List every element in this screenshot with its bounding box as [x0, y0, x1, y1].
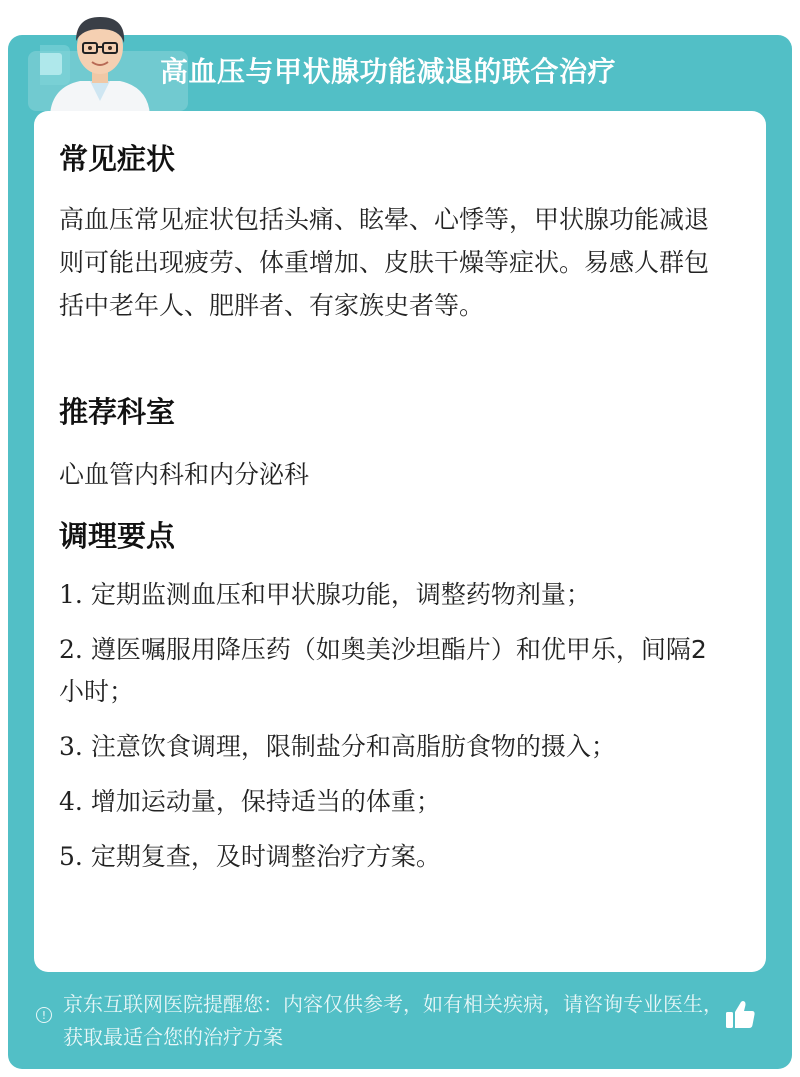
list-item [59, 726, 729, 768]
list-item [59, 836, 729, 878]
step-number: 5. [59, 842, 83, 871]
step-number: 1. [59, 580, 83, 609]
section-title-department: 推荐科室 [59, 395, 176, 429]
thumbs-up-icon[interactable] [720, 995, 760, 1035]
doctor-avatar [40, 5, 160, 115]
info-icon: ! [36, 1007, 52, 1023]
step-number: 3. [59, 732, 83, 761]
step-text: 注意饮食调理，限制盐分和高脂肪食物的摄入； [90, 732, 616, 761]
disclaimer-text: 京东互联网医院提醒您：内容仅供参考，如有相关疾病，请咨询专业医生，获取最适合您的治疗方案 [63, 992, 723, 1049]
page-title: 高血压与甲状腺功能减退的联合治疗 [160, 55, 617, 88]
step-text: 定期监测血压和甲状腺功能，调整药物剂量； [90, 580, 591, 609]
list-item [59, 781, 729, 823]
list-item [59, 574, 729, 616]
section-title-care-points: 调理要点 [59, 519, 176, 553]
step-text: 增加运动量，保持适当的体重； [90, 787, 441, 816]
list-item [59, 629, 729, 713]
section-title-symptoms: 常见症状 [59, 142, 176, 176]
step-number: 2. [59, 635, 83, 664]
step-text: 遵医嘱服用降压药（如奥美沙坦酯片）和优甲乐，间隔2小时； [59, 635, 707, 706]
step-text: 定期复查，及时调整治疗方案。 [90, 842, 441, 871]
step-number: 4. [59, 787, 83, 816]
care-steps-list [59, 574, 729, 891]
section-body-symptoms: 高血压常见症状包括头痛、眩晕、心悸等，甲状腺功能减退则可能出现疲劳、体重增加、皮肤干燥等症状。易感人群包括中老年人、肥胖者、有家族史者等。 [59, 205, 710, 320]
footer-disclaimer [36, 982, 726, 1049]
section-body-department: 心血管内科和内分泌科 [59, 460, 310, 489]
